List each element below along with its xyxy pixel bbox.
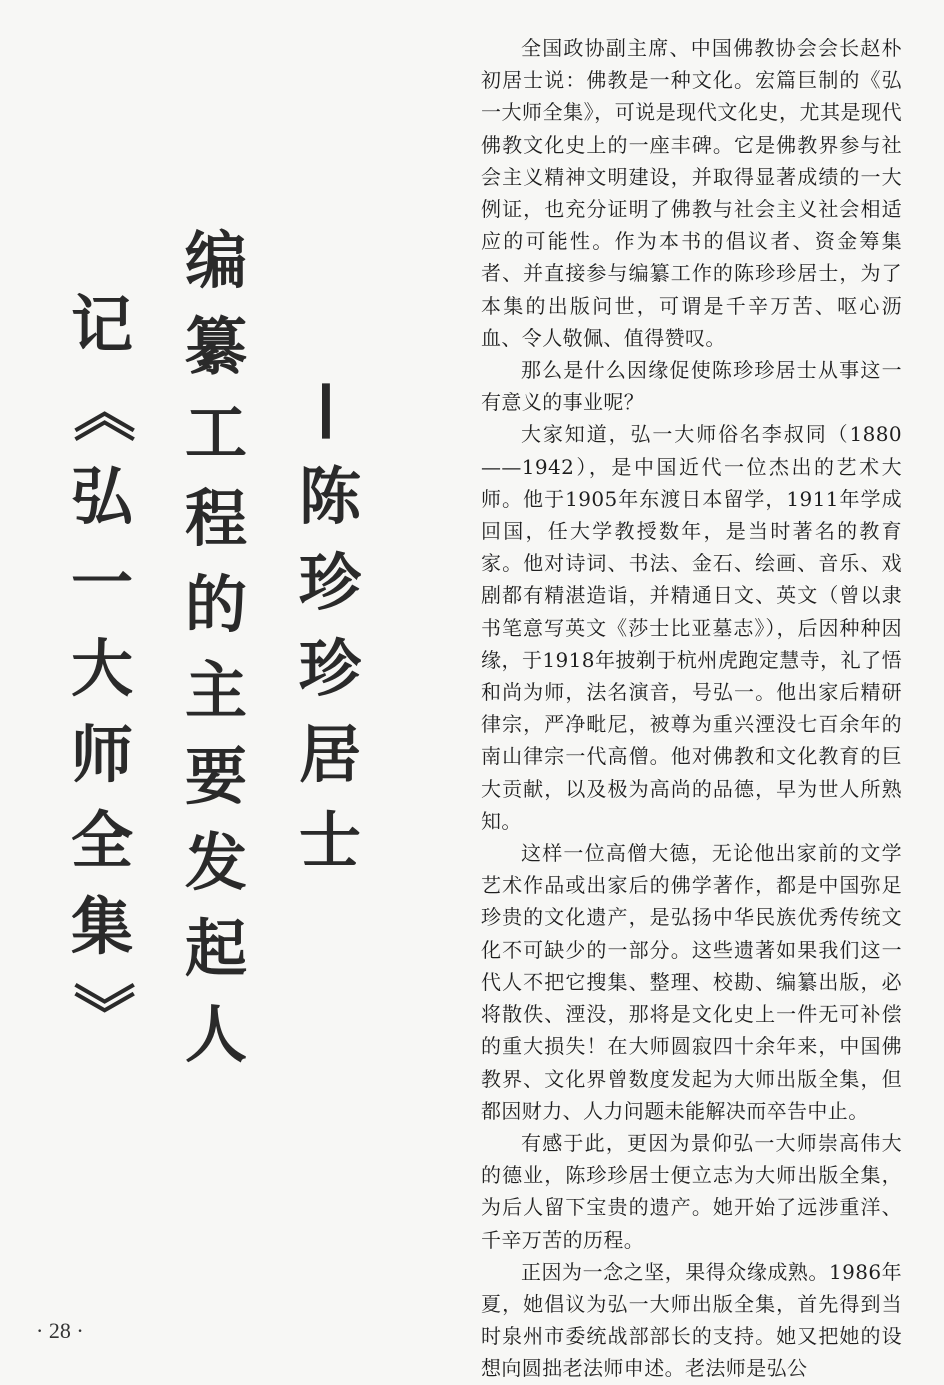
title-char: 起 xyxy=(184,912,247,985)
paragraph: 大家知道，弘一大师俗名李叔同（1880——1942），是中国近代一位杰出的艺术大师。他于1905年东渡日本留学，1911年学成回国，任大学教授数年，是当时著名的教育家。他对诗词、书法、金石、绘画、音乐、戏剧都有精湛造诣，并精通日文、英文（曾以隶书笔意写英文《莎士比亚墓志》），后因种种因缘，于1918年披剃于杭州虎跑定慧寺，礼了悟和尚为师，法名演音，号弘一。他出家后精研律宗，严净毗尼，被尊为重兴湮没七百余年的南山律宗一代高僧。他对佛教和文化教育的巨大贡献，以及极为高尚的品德，早为世人所熟知。 xyxy=(481,422,902,833)
title-dash: — xyxy=(294,380,367,442)
title-char: 人 xyxy=(184,998,247,1071)
title-char: 一 xyxy=(70,546,133,619)
title-char: 发 xyxy=(184,826,247,899)
paragraph: 全国政协副主席、中国佛教协会会长赵朴初居士说：佛教是一种文化。宏篇巨制的《弘一大师全集》，可说是现代文化史，尤其是现代佛教文化史上的一座丰碑。它是佛教界参与社会主义精神文明建设，并取得显著成绩的一大例证，也充分证明了佛教与社会主义社会相适应的可能性。作为本书的倡议者、资金筹集者、并直接参与编纂工作的陈珍珍居士，为了本集的出版问世，可谓是千辛万苦、呕心沥血、令人敬佩、值得赞叹。 xyxy=(481,36,902,350)
title-char: 程 xyxy=(184,482,247,555)
title-char: 工 xyxy=(184,396,247,469)
title-char: 士 xyxy=(298,804,361,877)
title-char: 师 xyxy=(70,718,133,791)
title-char: 》 xyxy=(65,981,139,1045)
title-char: 集 xyxy=(70,890,133,963)
title-char: 的 xyxy=(184,568,247,641)
paragraph: 这样一位高僧大德，无论他出家前的文学艺术作品或出家后的佛学著作，都是中国弥足珍贵的文化遗产，是弘扬中华民族优秀传统文化不可缺少的一部分。这些遗著如果我们这一代人不把它搜集、整理、校勘、编纂出版，必将散佚、湮没，那将是文化史上一件无可补偿的重大损失！在大师圆寂四十余年来，中国佛教界、文化界曾数度发起为大师出版全集，但都因财力、人力问题未能解决而卒告中止。 xyxy=(481,841,902,1123)
title-char: 大 xyxy=(70,632,133,705)
paragraph: 那么是什么因缘促使陈珍珍居士从事这一有意义的事业呢？ xyxy=(481,358,902,415)
title-column-1 xyxy=(62,282,142,1056)
paragraph: 正因为一念之坚，果得众缘成熟。1986年夏，她倡议为弘一大师出版全集，首先得到当时泉州市委统战部部长的支持。她又把她的设想向圆拙老法师申述。老法师是弘公 xyxy=(481,1259,902,1381)
title-char: 记 xyxy=(70,288,133,361)
title-column-2 xyxy=(176,218,256,1078)
title-char: 珍 xyxy=(298,632,361,705)
title-char: 弘 xyxy=(70,460,133,533)
title-char: 陈 xyxy=(298,460,361,533)
title-char: 《 xyxy=(65,379,139,443)
title-char: 主 xyxy=(184,654,247,727)
title-char: 要 xyxy=(184,740,247,813)
title-column-3 xyxy=(290,368,370,884)
title-char: 纂 xyxy=(184,310,247,383)
title-char: 珍 xyxy=(298,546,361,619)
title-char: 全 xyxy=(70,804,133,877)
title-char: 居 xyxy=(298,718,361,791)
page-number: · 28 · xyxy=(36,1318,84,1343)
article-body xyxy=(481,32,902,1385)
title-char: 编 xyxy=(184,224,247,297)
paragraph: 有感于此，更因为景仰弘一大师崇高伟大的德业，陈珍珍居士便立志为大师出版全集，为后人留下宝贵的遗产。她开始了远涉重洋、千辛万苦的历程。 xyxy=(481,1130,902,1252)
